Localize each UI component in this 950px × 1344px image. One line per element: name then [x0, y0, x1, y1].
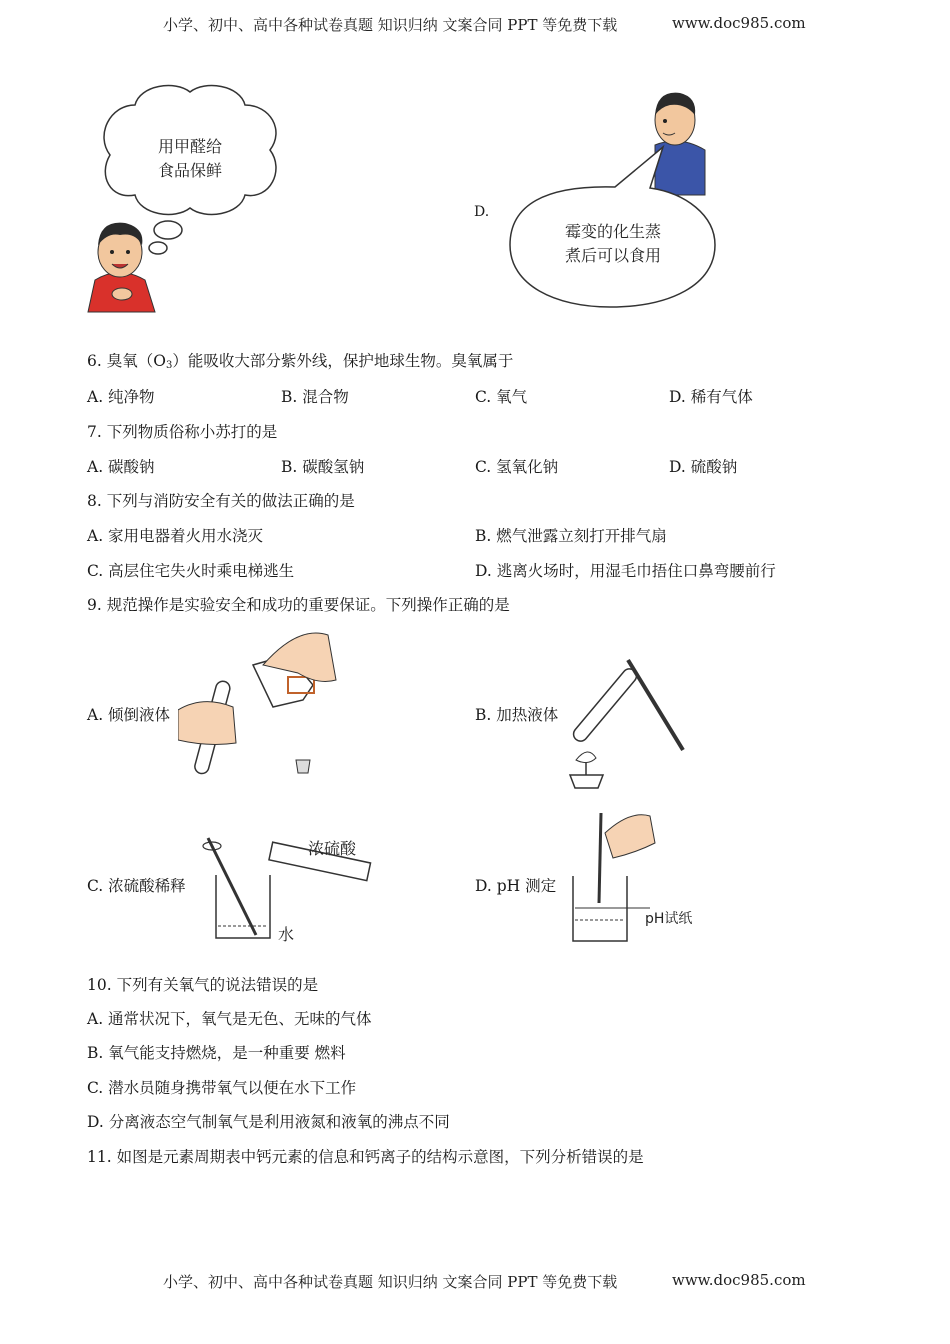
q10-stem: 10. 下列有关氧气的说法错误的是 [87, 976, 319, 994]
q5-option-c-image [80, 80, 290, 315]
q9-option-d[interactable]: D. pH 测定 [475, 877, 557, 895]
q5-d-bubble-line1: 霉变的化生蒸 [564, 222, 662, 241]
q10-option-c[interactable]: C. 潜水员随身携带氧气以便在水下工作 [87, 1079, 357, 1097]
q5-d-bubble-line2: 煮后可以食用 [564, 246, 662, 265]
q9-option-a[interactable]: A. 倾倒液体 [87, 706, 171, 724]
q7-option-b[interactable]: B. 碳酸氢钠 [281, 458, 365, 476]
pour-liquid-image [178, 625, 338, 780]
q9-option-b[interactable]: B. 加热液体 [475, 706, 559, 724]
water-label: 水 [278, 925, 295, 944]
q8-option-d[interactable]: D. 逃离火场时，用湿毛巾捂住口鼻弯腰前行 [475, 562, 776, 580]
q10-option-a[interactable]: A. 通常状况下，氧气是无色、无味的气体 [87, 1010, 372, 1028]
q10-option-b[interactable]: B. 氧气能支持燃烧，是一种重要 燃料 [87, 1044, 346, 1062]
ph-paper-label: pH试纸 [645, 911, 693, 927]
q8-stem: 8. 下列与消防安全有关的做法正确的是 [87, 492, 355, 510]
q7-option-c[interactable]: C. 氢氧化钠 [475, 458, 559, 476]
q6-option-c[interactable]: C. 氧气 [475, 388, 528, 406]
q9-stem: 9. 规范操作是实验安全和成功的重要保证。下列操作正确的是 [87, 596, 510, 614]
q5-c-bubble-line1: 用甲醛给 [157, 137, 223, 156]
q6-option-d[interactable]: D. 稀有气体 [669, 388, 753, 406]
q7-option-a[interactable]: A. 碳酸钠 [87, 458, 155, 476]
q7-stem: 7. 下列物质俗称小苏打的是 [87, 423, 278, 441]
ph-test-image [565, 808, 705, 948]
dilute-acid-image [198, 830, 378, 945]
footer-text: 小学、初中、高中各种试卷真题 知识归纳 文案合同 PPT 等免费下载 [163, 1273, 618, 1291]
acid-label: 浓硫酸 [308, 839, 357, 858]
header-text: 小学、初中、高中各种试卷真题 知识归纳 文案合同 PPT 等免费下载 [163, 16, 618, 34]
q9-option-c[interactable]: C. 浓硫酸稀释 [87, 877, 186, 895]
header-url[interactable]: www.doc985.com [672, 14, 806, 32]
heat-liquid-image [568, 650, 693, 790]
q5-option-d-label: D. [474, 204, 490, 220]
q7-option-d[interactable]: D. 硫酸钠 [669, 458, 738, 476]
q6-option-a[interactable]: A. 纯净物 [87, 388, 155, 406]
q5-option-d-image [505, 85, 720, 315]
q5-c-bubble-line2: 食品保鲜 [157, 161, 223, 180]
q11-stem: 11. 如图是元素周期表中钙元素的信息和钙离子的结构示意图，下列分析错误的是 [87, 1148, 644, 1166]
q8-option-c[interactable]: C. 高层住宅失火时乘电梯逃生 [87, 562, 295, 580]
boy-figure [88, 223, 155, 312]
man-figure [655, 93, 705, 195]
q8-option-b[interactable]: B. 燃气泄露立刻打开排气扇 [475, 527, 667, 545]
q6-stem: 6. 臭氧$(O_3)$能吸收大部分紫外线，保护地球生物。臭氧属于 [87, 352, 514, 371]
q10-option-d[interactable]: D. 分离液态空气制氧气是利用液氮和液氧的沸点不同 [87, 1113, 450, 1131]
q6-option-b[interactable]: B. 混合物 [281, 388, 349, 406]
footer-url[interactable]: www.doc985.com [672, 1271, 806, 1289]
q8-option-a[interactable]: A. 家用电器着火用水浇灭 [87, 527, 264, 545]
